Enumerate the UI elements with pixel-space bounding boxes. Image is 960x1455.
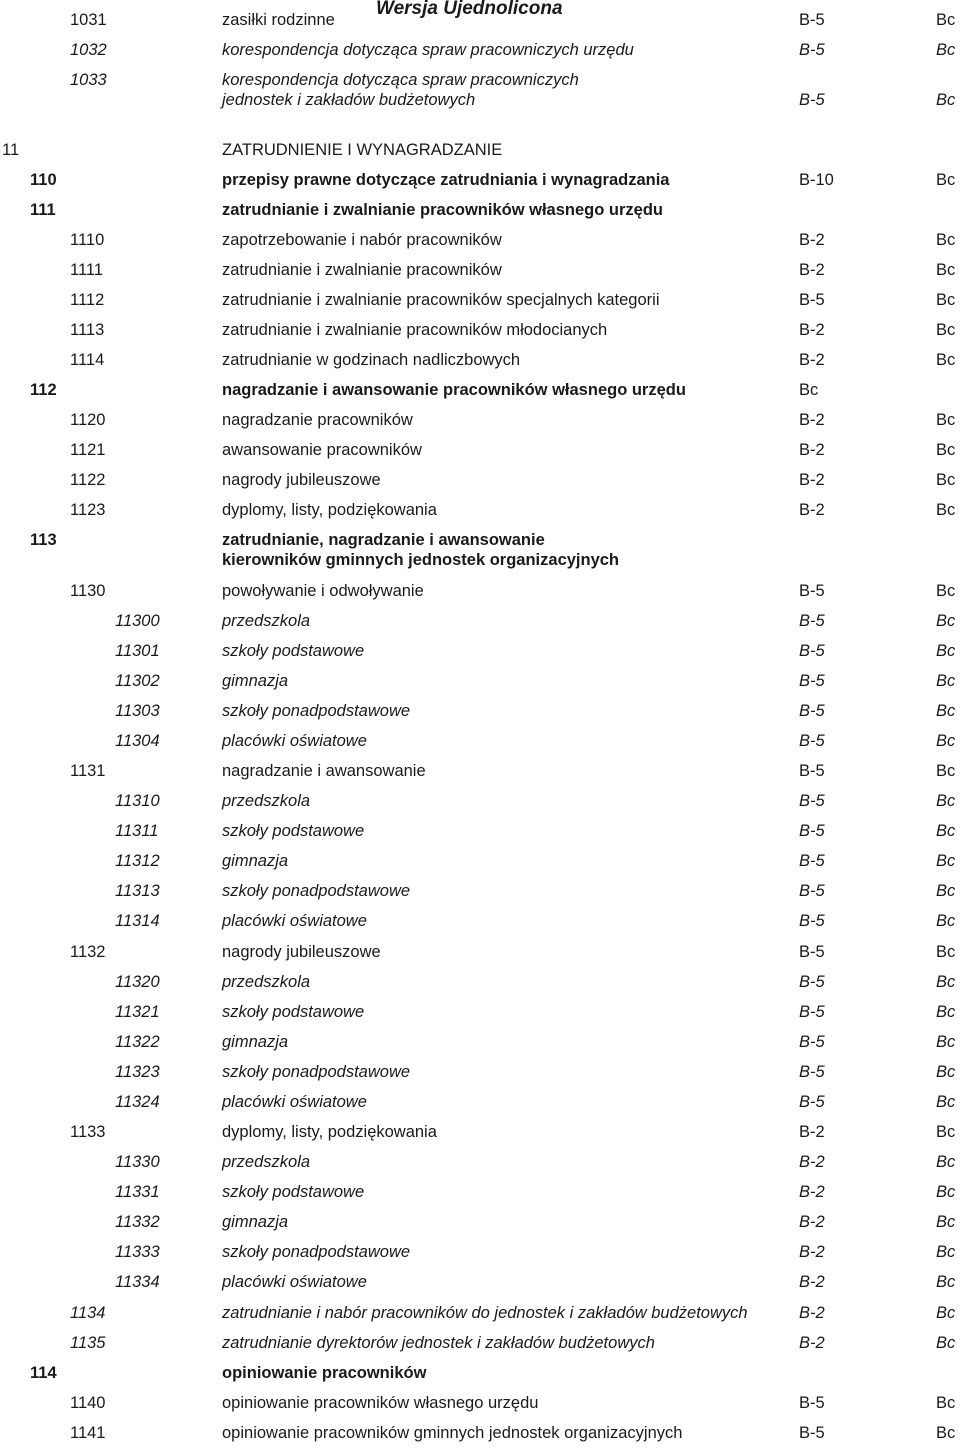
item-title: przedszkola	[222, 792, 311, 810]
item-code: 11323	[115, 1063, 160, 1081]
item-title: gimnazja	[222, 1033, 289, 1051]
archive-category: B-2	[799, 1243, 825, 1261]
archive-category: B-5	[799, 1394, 825, 1412]
item-title: szkoły podstawowe	[222, 1183, 365, 1201]
archive-category: B-5	[799, 1424, 825, 1442]
item-title: zatrudnianie i zwalnianie pracowników specjalnych kategorii	[222, 291, 660, 309]
item-title: nagrody jubileuszowe	[222, 471, 381, 489]
archive-category-secondary: Bc	[936, 973, 956, 991]
item-code: 1123	[70, 501, 106, 519]
item-code: 1114	[70, 351, 105, 369]
item-code: 1110	[70, 231, 105, 249]
item-code: 112	[30, 381, 57, 399]
list-item	[0, 470, 960, 500]
archive-category: B-5	[799, 732, 825, 750]
archive-category: B-5	[799, 642, 825, 660]
item-code: 11300	[115, 612, 160, 630]
item-code: 1032	[70, 41, 107, 59]
list-item	[0, 200, 960, 230]
list-item	[0, 1152, 960, 1182]
item-code: 11332	[115, 1213, 160, 1231]
list-item	[0, 1333, 960, 1363]
item-code: 111	[30, 201, 56, 219]
item-title: powoływanie i odwoływanie	[222, 582, 424, 600]
item-code: 11333	[115, 1243, 160, 1261]
archive-category: B-2	[799, 321, 825, 339]
list-item	[0, 1032, 960, 1062]
list-item	[0, 731, 960, 761]
archive-category: B-2	[799, 441, 825, 459]
item-title: gimnazja	[222, 1213, 289, 1231]
archive-category-secondary: Bc	[936, 702, 956, 720]
item-code: 1113	[70, 321, 105, 339]
item-code: 1031	[70, 11, 107, 29]
item-title: szkoły ponadpodstawowe	[222, 1243, 411, 1261]
list-item	[0, 1092, 960, 1122]
archive-category: B-5	[799, 582, 825, 600]
item-code: 1122	[70, 471, 106, 489]
item-title: korespondencja dotycząca spraw pracowniczych urzędu	[222, 41, 634, 59]
list-item	[0, 320, 960, 350]
archive-category: B-5	[799, 973, 825, 991]
item-code: 11320	[115, 973, 160, 991]
archive-category-secondary: Bc	[936, 471, 956, 489]
archive-category-secondary: Bc	[936, 411, 956, 429]
item-code: 11310	[115, 792, 160, 810]
archive-category: B-5	[799, 291, 825, 309]
list-item	[0, 1182, 960, 1212]
item-code: 1112	[70, 291, 105, 309]
archive-category-secondary: Bc	[936, 501, 956, 519]
archive-category: B-2	[799, 411, 825, 429]
archive-category-secondary: Bc	[936, 792, 956, 810]
list-item	[0, 1272, 960, 1302]
list-item	[0, 1242, 960, 1272]
item-title: nagradzanie pracowników	[222, 411, 413, 429]
archive-category: B-5	[799, 91, 825, 109]
item-title: zatrudnianie, nagradzanie i awansowanie	[222, 531, 545, 549]
list-item	[0, 581, 960, 611]
item-code: 11321	[115, 1003, 160, 1021]
archive-category-secondary: Bc	[936, 441, 956, 459]
list-item	[0, 911, 960, 941]
archive-category-secondary: Bc	[936, 1003, 956, 1021]
item-title: zatrudnianie dyrektorów jednostek i zakładów budżetowych	[222, 1334, 655, 1352]
archive-category: B-10	[799, 171, 834, 189]
list-item	[0, 70, 960, 109]
archive-category: B-2	[799, 501, 825, 519]
list-item	[0, 1363, 960, 1393]
archive-category-secondary: Bc	[936, 321, 956, 339]
item-code: 1134	[70, 1304, 106, 1322]
archive-category: B-5	[799, 762, 825, 780]
archive-category-secondary: Bc	[936, 1304, 956, 1322]
list-item	[0, 611, 960, 641]
archive-category-secondary: Bc	[936, 822, 956, 840]
archive-category-secondary: Bc	[936, 762, 956, 780]
archive-category: B-5	[799, 943, 825, 961]
item-code: 11331	[115, 1183, 160, 1201]
archive-category: B-5	[799, 672, 825, 690]
item-code: 11330	[115, 1153, 160, 1171]
archive-category-secondary: Bc	[936, 1394, 956, 1412]
archive-category-secondary: Bc	[936, 882, 956, 900]
archive-category-secondary: Bc	[936, 1033, 956, 1051]
item-title-continued: kierowników gminnych jednostek organizacyjnych	[222, 551, 620, 569]
archive-category-secondary: Bc	[936, 612, 956, 630]
item-title: przedszkola	[222, 973, 311, 991]
item-title: zatrudnianie i zwalnianie pracowników własnego urzędu	[222, 201, 663, 219]
archive-category: B-5	[799, 11, 825, 29]
archive-category: B-2	[799, 1183, 825, 1201]
item-title: zatrudnianie i zwalnianie pracowników młodocianych	[222, 321, 608, 339]
list-item	[0, 1393, 960, 1423]
list-item	[0, 1423, 960, 1453]
item-code: 1141	[70, 1424, 106, 1442]
list-item	[0, 10, 960, 40]
archive-category-secondary: Bc	[936, 1243, 956, 1261]
archive-category-secondary: Bc	[936, 1273, 956, 1291]
item-code: 11334	[115, 1273, 160, 1291]
list-item	[0, 701, 960, 731]
list-item	[0, 641, 960, 671]
list-item	[0, 1062, 960, 1092]
archive-category: B-2	[799, 1123, 825, 1141]
item-title: placówki oświatowe	[222, 1273, 367, 1291]
item-code: 113	[30, 531, 57, 549]
archive-category: B-2	[799, 1153, 825, 1171]
archive-category: B-5	[799, 41, 825, 59]
item-title: szkoły podstawowe	[222, 822, 365, 840]
item-title: zatrudnianie i nabór pracowników do jednostek i zakładów budżetowych	[222, 1304, 748, 1322]
item-title: przedszkola	[222, 1153, 311, 1171]
list-item	[0, 40, 960, 70]
archive-category-secondary: Bc	[936, 912, 956, 930]
list-item	[0, 230, 960, 260]
item-title: dyplomy, listy, podziękowania	[222, 1123, 437, 1141]
archive-category-secondary: Bc	[936, 171, 956, 189]
item-title: szkoły ponadpodstawowe	[222, 882, 411, 900]
item-code: 1033	[70, 71, 107, 89]
archive-category: B-5	[799, 882, 825, 900]
list-item	[0, 851, 960, 881]
archive-category: B-5	[799, 852, 825, 870]
list-item	[0, 791, 960, 821]
item-title: awansowanie pracowników	[222, 441, 422, 459]
archive-category-secondary: Bc	[936, 351, 956, 369]
archive-category-secondary: Bc	[936, 1424, 956, 1442]
item-title: placówki oświatowe	[222, 732, 367, 750]
item-code: 1140	[70, 1394, 106, 1412]
list-item	[0, 170, 960, 200]
archive-category-secondary: Bc	[936, 231, 956, 249]
item-code: 11304	[115, 732, 160, 750]
item-title: placówki oświatowe	[222, 1093, 367, 1111]
archive-category-secondary: Bc	[936, 261, 956, 279]
archive-category: B-5	[799, 792, 825, 810]
list-item	[0, 1002, 960, 1032]
item-code: 11301	[115, 642, 160, 660]
item-title: korespondencja dotycząca spraw pracowniczych	[222, 71, 579, 89]
archive-category: B-5	[799, 1003, 825, 1021]
item-title: przedszkola	[222, 612, 311, 630]
item-code: 11311	[115, 822, 159, 840]
archive-category: B-5	[799, 822, 825, 840]
archive-category-secondary: Bc	[936, 91, 956, 109]
item-title: opiniowanie pracowników własnego urzędu	[222, 1394, 539, 1412]
list-item	[0, 140, 960, 170]
item-title: szkoły ponadpodstawowe	[222, 702, 411, 720]
list-item	[0, 500, 960, 530]
list-item	[0, 972, 960, 1002]
archive-category: B-5	[799, 702, 825, 720]
item-code: 11324	[115, 1093, 160, 1111]
list-item	[0, 440, 960, 470]
list-item	[0, 821, 960, 851]
item-title: szkoły podstawowe	[222, 1003, 365, 1021]
list-item	[0, 1212, 960, 1242]
list-item	[0, 380, 960, 410]
archive-category: B-2	[799, 471, 825, 489]
item-code: 1111	[70, 261, 104, 279]
archive-category-secondary: Bc	[936, 1213, 956, 1231]
document-header: Wersja Ujednolicona	[376, 0, 563, 19]
item-code: 11	[2, 141, 20, 159]
archive-category: B-2	[799, 351, 825, 369]
item-code: 110	[30, 171, 57, 189]
archive-category: B-2	[799, 1213, 825, 1231]
list-item	[0, 942, 960, 972]
archive-category: B-5	[799, 1093, 825, 1111]
item-code: 11312	[115, 852, 160, 870]
item-title: dyplomy, listy, podziękowania	[222, 501, 437, 519]
item-code: 1135	[70, 1334, 106, 1352]
item-title: opiniowanie pracowników gminnych jednostek organizacyjnych	[222, 1424, 683, 1442]
item-code: 1130	[70, 582, 106, 600]
archive-category: B-5	[799, 1063, 825, 1081]
list-item	[0, 1303, 960, 1333]
archive-category-secondary: Bc	[936, 943, 956, 961]
archive-category-secondary: Bc	[936, 642, 956, 660]
archive-category: B-2	[799, 1334, 825, 1352]
archive-category-secondary: Bc	[936, 1334, 956, 1352]
item-title: nagradzanie i awansowanie	[222, 762, 426, 780]
archive-category-secondary: Bc	[936, 41, 956, 59]
archive-category-secondary: Bc	[936, 1153, 956, 1171]
archive-category: B-2	[799, 1273, 825, 1291]
archive-category: B-2	[799, 231, 825, 249]
list-item	[0, 290, 960, 320]
item-title: zatrudnianie i zwalnianie pracowników	[222, 261, 502, 279]
archive-category-secondary: Bc	[936, 1063, 956, 1081]
item-code: 114	[30, 1364, 57, 1382]
item-title: zapotrzebowanie i nabór pracowników	[222, 231, 502, 249]
list-item	[0, 410, 960, 440]
item-code: 11313	[115, 882, 160, 900]
archive-category: B-5	[799, 612, 825, 630]
archive-category-secondary: Bc	[936, 11, 956, 29]
archive-category: B-5	[799, 912, 825, 930]
archive-category-secondary: Bc	[936, 582, 956, 600]
item-code: 1131	[70, 762, 106, 780]
list-item	[0, 1122, 960, 1152]
list-item	[0, 671, 960, 701]
item-code: 11303	[115, 702, 160, 720]
item-title: gimnazja	[222, 852, 289, 870]
list-item	[0, 260, 960, 290]
list-item	[0, 530, 960, 569]
item-code: 11302	[115, 672, 160, 690]
archive-category-secondary: Bc	[936, 1123, 956, 1141]
item-title: ZATRUDNIENIE I WYNAGRADZANIE	[222, 141, 503, 159]
item-code: 11322	[115, 1033, 160, 1051]
archive-category-secondary: Bc	[936, 291, 956, 309]
archive-category: B-2	[799, 261, 825, 279]
item-title: szkoły ponadpodstawowe	[222, 1063, 411, 1081]
list-item	[0, 350, 960, 380]
archive-category: Bc	[799, 381, 819, 399]
item-code: 1132	[70, 943, 106, 961]
item-title: przepisy prawne dotyczące zatrudniania i wynagradzania	[222, 171, 670, 189]
item-title: nagrody jubileuszowe	[222, 943, 381, 961]
list-item	[0, 881, 960, 911]
item-code: 11314	[115, 912, 160, 930]
item-title: szkoły podstawowe	[222, 642, 365, 660]
item-title: placówki oświatowe	[222, 912, 367, 930]
archive-category-secondary: Bc	[936, 672, 956, 690]
item-code: 1133	[70, 1123, 106, 1141]
item-title: nagradzanie i awansowanie pracowników własnego urzędu	[222, 381, 686, 399]
item-title: opiniowanie pracowników	[222, 1364, 427, 1382]
list-item	[0, 761, 960, 791]
archive-category-secondary: Bc	[936, 1093, 956, 1111]
item-title: gimnazja	[222, 672, 289, 690]
item-title-continued: jednostek i zakładów budżetowych	[222, 91, 476, 109]
item-code: 1121	[70, 441, 106, 459]
archive-category-secondary: Bc	[936, 852, 956, 870]
archive-category-secondary: Bc	[936, 732, 956, 750]
archive-category: B-2	[799, 1304, 825, 1322]
item-code: 1120	[70, 411, 106, 429]
item-title: zasiłki rodzinne	[222, 11, 335, 29]
item-title: zatrudnianie w godzinach nadliczbowych	[222, 351, 521, 369]
archive-category-secondary: Bc	[936, 1183, 956, 1201]
archive-category: B-5	[799, 1033, 825, 1051]
